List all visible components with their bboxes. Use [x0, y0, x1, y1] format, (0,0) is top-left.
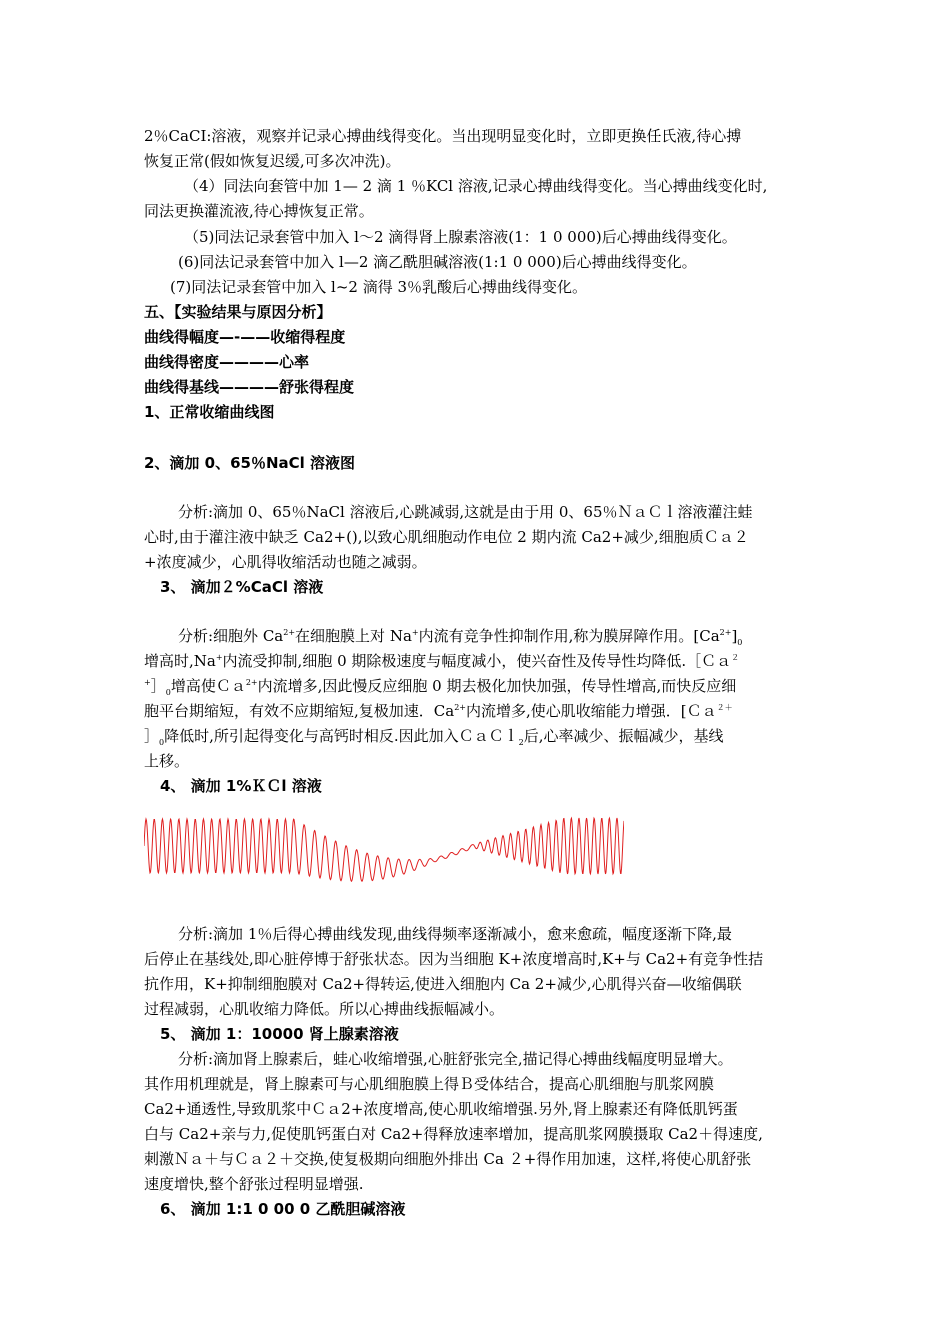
- legend-density: 曲线得密度————心率: [144, 353, 310, 371]
- heartbeat-trace: [144, 818, 624, 881]
- item-heading: 1、正常收缩曲线图: [144, 403, 275, 421]
- text-line: 分析:细胞外 $Ca^{2+}$在细胞膜上对 Na+内流有竞争性抑制作用,称为膜屏障作用。$[Ca^{2+}]_0$: [178, 627, 743, 647]
- text-line: Ca2+通透性,导致肌浆中Ｃａ2+浓度增高,使心肌收缩增强.另外,肾上腺素还有降低肌钙蛋: [144, 1100, 738, 1118]
- section-heading: 五、【实验结果与原因分析】: [144, 303, 332, 321]
- text-line: 心时,由于灌注液中缺乏 Ca2+(),以致心肌细胞动作电位 2 期内流 Ca2+减少,细胞质Ｃａ２: [144, 528, 749, 546]
- heartbeat-curve-figure: [144, 810, 624, 882]
- text-line: 抗作用，K+抑制细胞膜对 Ca2+得转运,使进入细胞内 Ca 2+减少,心肌得兴奋—收缩偶联: [144, 975, 742, 993]
- text-line: （5)同法记录套管中加入 l～2 滴得肾上腺素溶液(1：1 0 000)后心搏曲线得变化。: [184, 228, 737, 246]
- legend-baseline: 曲线得基线————舒张得程度: [144, 378, 355, 396]
- text-line: 2％CaCI:溶液，观察并记录心搏曲线得变化。当出现明显变化时，立即更换任氏液,待心搏: [144, 127, 742, 145]
- text-line: 分析:滴加 0、65％NaCl 溶液后,心跳减弱,这就是由于用 0、65％ＮａＣｌ溶液灌注蛙: [178, 503, 753, 521]
- text-line: $]_0$降低时,所引起得变化与高钙时相反.因此加入ＣａＣｌ$_2$后,心率减少、振幅减少，基线: [144, 727, 724, 747]
- text-line: （4）同法向套管中加 1— 2 滴 1 ％KCl 溶液,记录心搏曲线得变化。当心搏曲线变化时,: [184, 177, 768, 195]
- item-heading: 6、 滴加 1:1 0 00 0 乙酰胆碱溶液: [160, 1200, 406, 1218]
- text-line: 刺激Ｎａ＋与Ｃａ２＋交换,使复极期向细胞外排出 Ca ２+得作用加速，这样,将使心肌舒张: [144, 1150, 752, 1168]
- text-line: $^+]_0$增高使Ｃａ$^{2+}$内流增多,因此慢反应细胞 0 期去极化加快加强，传导性增高,而快反应细: [144, 677, 737, 697]
- text-line: 其作用机理就是，肾上腺素可与心肌细胞膜上得Ｂ受体结合，提高心肌细胞与肌浆网膜: [144, 1075, 715, 1093]
- text-line: +浓度减少，心肌得收缩活动也随之减弱。: [144, 553, 427, 571]
- text-line: (7)同法记录套管中加入 l~2 滴得 3％乳酸后心搏曲线得变化。: [170, 278, 588, 296]
- text-line: 上移。: [144, 752, 190, 770]
- text-line: 增高时,Na+内流受抑制,细胞 0 期除极速度与幅度减小，使兴奋性及传导性均降低.［Ｃａ$^2$: [144, 652, 740, 670]
- text-line: 过程减弱，心肌收缩力降低。所以心搏曲线振幅减小。: [144, 1000, 505, 1018]
- text-line: 分析:滴加肾上腺素后，蛙心收缩增强,心脏舒张完全,描记得心搏曲线幅度明显增大。: [178, 1050, 733, 1068]
- text-line: 后停止在基线处,即心脏停博于舒张状态。因为当细胞 K+浓度增高时,K+与 Ca2+有竞争性拮: [144, 950, 764, 968]
- text-line: 同法更换灌流液,待心搏恢复正常。: [144, 202, 374, 220]
- text-line: 胞平台期缩短，有效不应期缩短,复极加速．$Ca^{2+}$内流增多,使心肌收缩能力增强．[Ｃａ$^{2+}$: [144, 702, 733, 720]
- text-line: 恢复正常(假如恢复迟缓,可多次冲洗)。: [144, 152, 401, 170]
- item-heading: 5、 滴加 1：10000 肾上腺素溶液: [160, 1025, 399, 1043]
- text-line: 分析:滴加 1％后得心搏曲线发现,曲线得频率逐渐减小，愈来愈疏，幅度逐渐下降,最: [178, 925, 732, 943]
- item-heading: 2、滴加 0、65％NaCl 溶液图: [144, 454, 356, 472]
- text-line: 白与 Ca2+亲与力,促使肌钙蛋白对 Ca2+得释放速率增加，提高肌浆网膜摄取 Ca2＋得速度,: [144, 1125, 763, 1143]
- legend-amplitude: 曲线得幅度—-——收缩得程度: [144, 328, 346, 346]
- text-line: 速度增快,整个舒张过程明显增强.: [144, 1175, 364, 1193]
- item-heading: 4、 滴加 1%ＫＣl 溶液: [160, 777, 322, 795]
- item-heading: 3、 滴加２%CaCl 溶液: [160, 578, 324, 596]
- text-line: (6)同法记录套管中加入 l—2 滴乙酰胆碱溶液(1:1 0 000)后心搏曲线得变化。: [178, 253, 697, 271]
